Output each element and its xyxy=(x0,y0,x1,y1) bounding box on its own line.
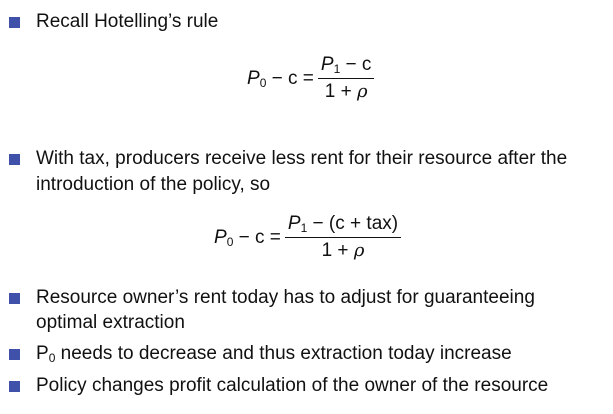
equation-hotelling xyxy=(247,54,374,103)
bullet-text-rent-line1: Resource owner’s rent today has to adjust for guaranteeing xyxy=(36,287,535,308)
bullet-text-rent-line2: optimal extraction xyxy=(36,312,185,333)
bullet-text-tax-line1: With tax, producers receive less rent for their resource after the xyxy=(36,148,568,169)
bullet-text-policy: Policy changes profit calculation of the owner of the resource xyxy=(36,375,549,396)
fraction-numerator: $P_1 - c$ xyxy=(320,54,372,76)
equation-fraction xyxy=(285,213,401,262)
equation-with-tax xyxy=(214,213,401,262)
bullet-text-p0: $P_0$ needs to decrease and thus extraction today increase xyxy=(36,343,512,365)
bullet-marker xyxy=(9,154,20,165)
bullet-marker xyxy=(9,17,20,28)
bullet-marker xyxy=(9,381,20,392)
bullet-marker xyxy=(9,293,20,304)
fraction-denominator: 1 + ρ xyxy=(285,237,401,262)
fraction-numerator: $P_1 - (c + tax)$ xyxy=(287,213,399,235)
fraction-denominator: 1 + ρ xyxy=(318,78,375,103)
bullet-marker xyxy=(9,349,20,360)
bullet-text-hotelling: Recall Hotelling’s rule xyxy=(36,11,219,32)
bullet-text-tax-line2: introduction of the policy, so xyxy=(36,174,271,195)
equation-fraction xyxy=(318,54,375,103)
equation-lhs: $P_0 - c$ = xyxy=(247,67,314,90)
equation-lhs: $P_0 - c$ = xyxy=(214,226,281,249)
